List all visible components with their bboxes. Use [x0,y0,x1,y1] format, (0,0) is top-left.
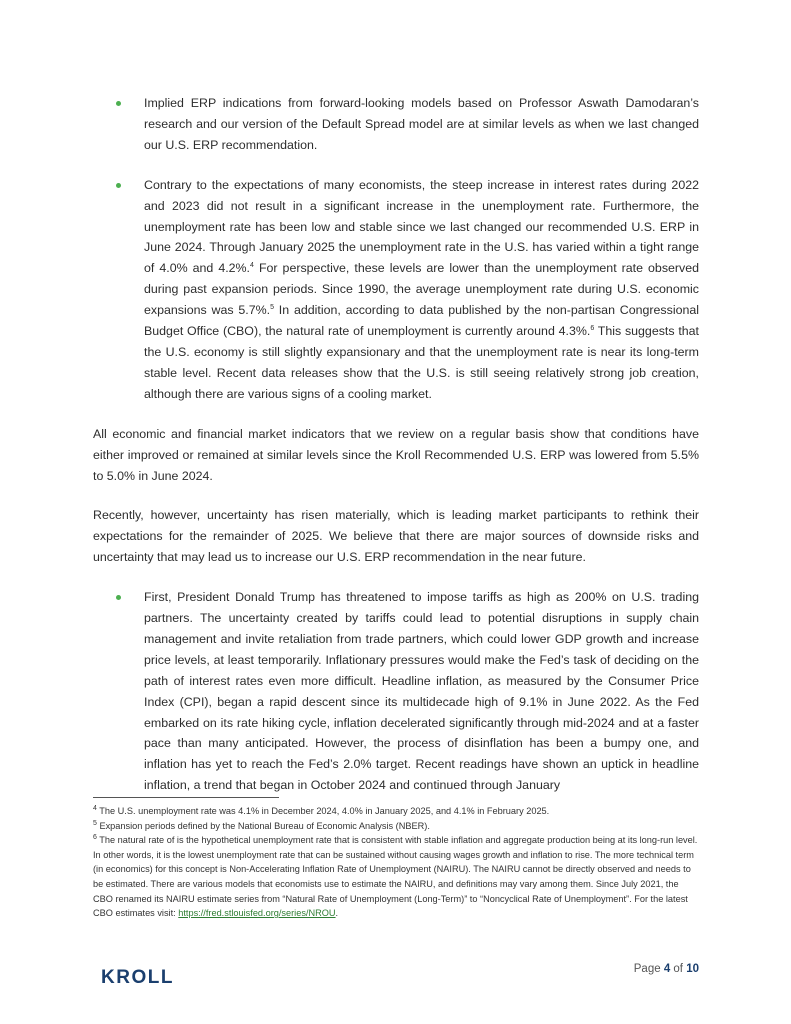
footnotes [93,804,699,921]
bullet-text: In addition, according to data published by the non-partisan Congressional Budget Office (CBO), the natural rate of unemployment is currently around 4.3%. [144,303,699,339]
bullet-text: For perspective, these levels are lower than the unemployment rate observed during past expansion periods. Since 1990, the average unemployment rate during U.S. economic expansions was 5.7%. [144,261,700,318]
bullet-dot-icon [116,183,121,188]
kroll-logo: KROLL [101,967,174,988]
fred-nrou-link[interactable]: https://fred.stlouisfed.org/series/NROU [178,908,336,919]
footnote-ref: 5 [270,304,274,312]
page-prefix: Page [633,963,664,975]
paragraph-indicators: All economic and financial market indicators that we review on a regular basis show that conditions have either improved or remained at similar levels since the Kroll Recommended U.S. ERP was lowered from 5.5% to 5.0% in June 2024. [93,426,699,483]
bullet-dot-icon [116,101,121,106]
bullet-text: First, President Donald Trump has threatened to impose tariffs as high as 200% on U.S. trading partners. The uncertainty created by tariffs could lead to potential disruptions in supply chain management and invite retaliation from trade partners, which could lower GDP growth and increase price levels, at least temporarily. Inflationary pressures would make the Fed’s task of deciding on the path of interest rates even more difficult. Headline inflation, as measured by the Consumer Price Index (CPI), began a rapid descent since its multidecade high of 9.1% in June 2022. As the Fed embarked on its rate hiking cycle, inflation decelerated significantly through mid-2024 and at a faster pace than many anticipated. However, the process of disinflation has been a bumpy one, and inflation has yet to reach the Fed’s 2.0% target. Recent readings have shown an uptick in headline inflation, a trend that began in October 2024 and continued through January [144,590,699,793]
footnote-number: 4 [93,804,97,812]
footnote-text: Expansion periods defined by the National Bureau of Economic Analysis (NBER). [96,820,430,831]
bullet-text: This suggests that the U.S. economy is still slightly expansionary and that the unemployment rate is near its long-term stable level. Recent data releases show that the U.S. is still seeing relatively strong job creation, although there are various signs of a cooling market. [144,324,699,401]
page-current: 4 [663,963,671,975]
bullet-dot-icon [116,595,121,600]
bullet-list-top [93,93,699,405]
bullet-list-bottom [93,587,699,796]
footnote-text: The U.S. unemployment rate was 4.1% in December 2024, 4.0% in January 2025, and 4.1% in February 2025. [96,806,550,816]
footnote-ref: 4 [250,262,254,270]
body-content [93,93,699,815]
footnote-5 [93,819,699,834]
footnote-ref: 6 [590,324,595,332]
footnote-text: The natural rate of is the hypothetical unemployment rate that is consistent with stable inflation and aggregate production being at its long-run level. In other words, it is the lowest unemployment rate that can be sustained without causing wages growth and inflation to rise. The more technical term (in economics) for this concept is Non-Accelerating Inflation Rate of Unemployment (NAIRU). The NAIRU cannot be directly observed and needs to be estimated. There are various models that economists use to estimate the NAIRU, and definitions may vary among them. Since July 2021, the CBO renamed its NAIRU estimate series from “Natural Rate of Unemployment (Long-Term)” to “Noncyclical Rate of Unemployment”. For the latest CBO estimates visit: [93,835,698,919]
footnote-divider [93,797,279,798]
bullet-item [93,175,699,405]
footnote-number: 5 [93,819,97,827]
footnote-text-end: . [335,908,339,919]
bullet-item [93,587,699,796]
bullet-text: Implied ERP indications from forward-looking models based on Professor Aswath Damodaran’s research and our version of the Default Spread model are at similar levels as when we last changed our U.S. ERP recommendation. [144,96,699,152]
footnote-6 [93,833,699,921]
footnote-number: 6 [93,834,97,842]
bullet-item [93,93,699,156]
page-total: 10 [686,963,699,975]
page-number [634,963,699,975]
footnote-4 [93,804,699,819]
bullet-text: Contrary to the expectations of many economists, the steep increase in interest rates during 2022 and 2023 did not result in a significant increase in the unemployment rate. Furthermore, the unemployment rate has been low and stable since we last changed our recommended U.S. ERP in June 2024. Through January 2025 the unemployment rate in the U.S. has varied within a tight range of 4.0% and 4.2%. [144,177,699,276]
paragraph-uncertainty: Recently, however, uncertainty has risen materially, which is leading market participants to rethink their expectations for the remainder of 2025. We believe that there are major sources of downside risks and uncertainty that may lead us to increase our U.S. ERP recommendation in the near future. [93,508,699,565]
page-of: of [670,963,687,975]
